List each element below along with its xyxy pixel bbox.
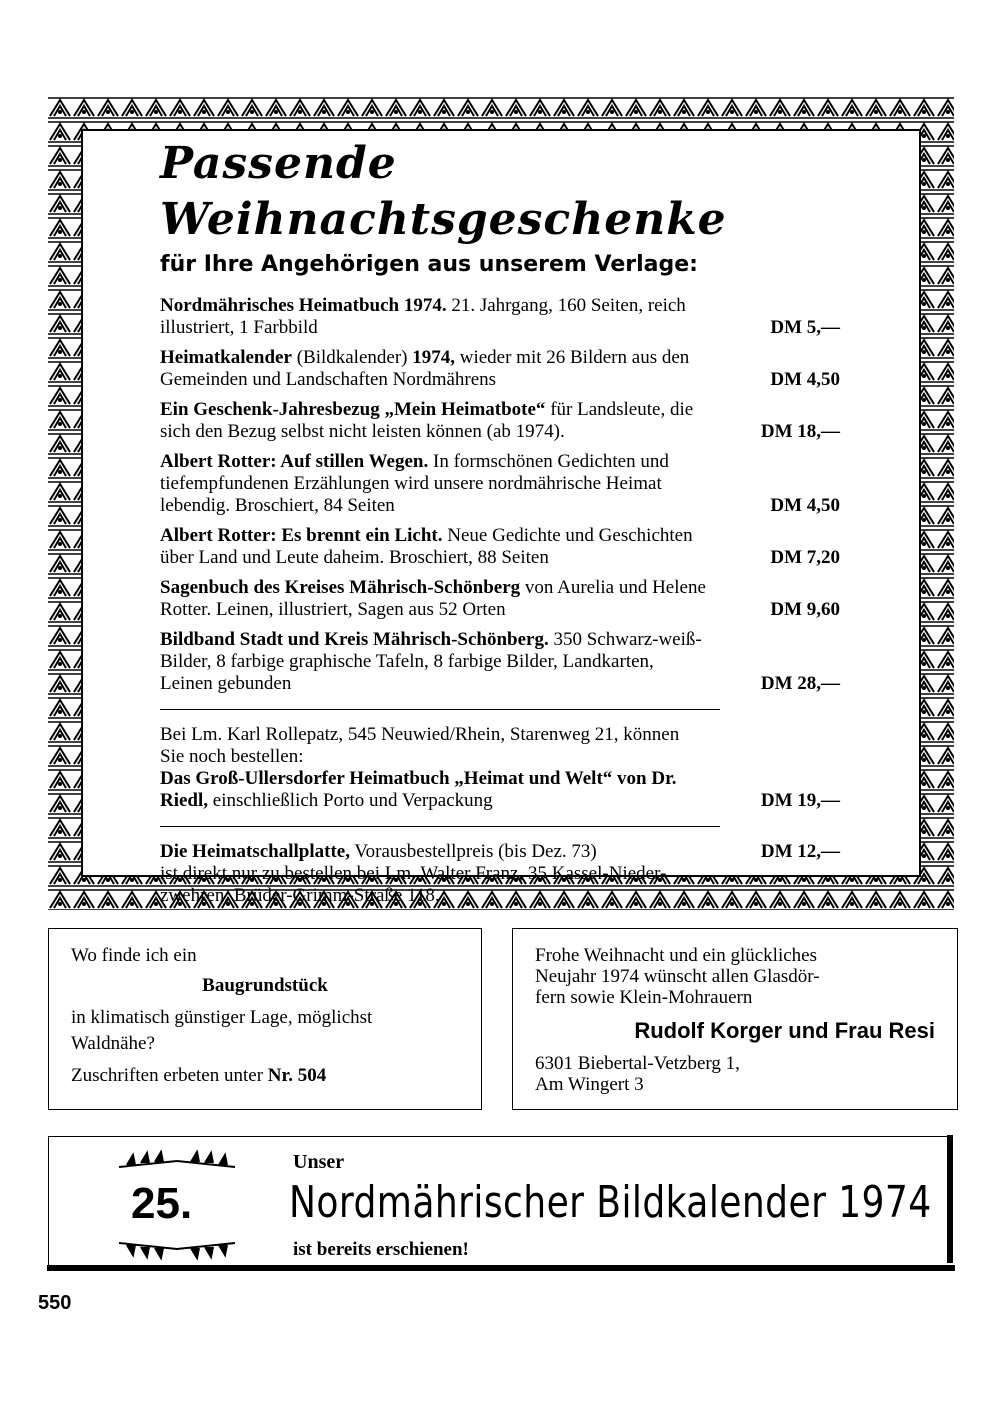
- banner-title: Nordmährischer Bildkalender 1974: [289, 1177, 932, 1228]
- item-price: DM 4,50: [770, 369, 840, 390]
- item-price: DM 7,20: [770, 547, 840, 568]
- item-text: wieder mit 26 Bildern aus den: [454, 347, 690, 368]
- item-title: Heimatkalender: [160, 347, 292, 368]
- item-text: Gemeinden und Landschaften Nordmährens: [160, 369, 497, 390]
- ad-address: 6301 Biebertal-Vetzberg 1,: [535, 1053, 740, 1074]
- item-price: DM 18,—: [760, 421, 840, 442]
- divider: [160, 709, 720, 710]
- item-text: In formschönen Gedichten und: [428, 451, 669, 472]
- item-text: Leinen gebunden: [160, 673, 292, 694]
- item-text: Neue Gedichte und Geschichten: [442, 525, 693, 546]
- offer-price: DM 19,—: [760, 790, 840, 811]
- item-text: 350 Schwarz-weiß-: [548, 629, 702, 650]
- offer-text: einschließlich Porto und Verpackung: [208, 790, 493, 811]
- bildkalender-banner: [48, 1136, 949, 1265]
- item-title: Albert Rotter: Es brennt ein Licht.: [160, 525, 443, 546]
- laurel-icon: [117, 1233, 237, 1263]
- list-item: [160, 577, 840, 621]
- item-price: DM 28,—: [760, 673, 840, 694]
- greeting-ad: [512, 928, 958, 1110]
- list-item: [160, 295, 840, 339]
- list-item: [160, 629, 840, 695]
- item-price: DM 5,—: [770, 317, 840, 338]
- offer-text: ist direkt nur zu bestellen bei Lm. Walter Franz, 35 Kassel-Nieder-: [160, 863, 667, 884]
- item-title: 1974,: [412, 347, 455, 368]
- item-price: DM 9,60: [770, 599, 840, 620]
- item-text: Rotter. Leinen, illustriert, Sagen aus 52 Orten: [160, 599, 506, 620]
- item-title: Bildband Stadt und Kreis Mährisch-Schönberg.: [160, 629, 549, 650]
- banner-shadow: [947, 1135, 953, 1263]
- item-text: für Landsleute, die: [545, 399, 694, 420]
- item-title: Nordmährisches Heimatbuch 1974.: [160, 295, 447, 316]
- list-item: [160, 451, 840, 517]
- item-text: (Bildkalender): [296, 347, 413, 368]
- item-text: von Aurelia und Helene: [520, 577, 706, 598]
- divider: [160, 826, 720, 827]
- list-item: [160, 347, 840, 391]
- rollepatz-offer: [160, 724, 840, 812]
- offer-price: DM 12,—: [760, 841, 840, 862]
- offer-title: Das Groß-Ullersdorfer Heimatbuch „Heimat und Welt“ von Dr.: [160, 768, 677, 789]
- offer-title: Riedl,: [160, 790, 209, 811]
- banner-shadow: [47, 1265, 955, 1271]
- laurel-icon: [117, 1147, 237, 1177]
- banner-pre: Unser: [293, 1151, 345, 1173]
- banner-sub: ist bereits erschienen!: [293, 1239, 469, 1260]
- item-text: lebendig. Broschiert, 84 Seiten: [160, 495, 395, 516]
- item-text: tiefempfundenen Erzählungen wird unsere nordmährische Heimat: [160, 473, 662, 494]
- list-item: [160, 525, 840, 569]
- ad-text: fern sowie Klein-Mohrauern: [535, 987, 753, 1008]
- item-text: 21. Jahrgang, 160 Seiten, reich: [451, 295, 686, 316]
- headline: Passende Weihnachtsgeschenke: [160, 138, 727, 245]
- ad-text: Waldnähe?: [71, 1033, 155, 1054]
- edition-number: 25.: [131, 1179, 193, 1228]
- item-title: Ein Geschenk-Jahresbezug „Mein Heimatbote“: [160, 399, 546, 420]
- baugrundstueck-ad: [48, 928, 482, 1110]
- item-text: illustriert, 1 Farbbild: [160, 317, 318, 338]
- list-item: [160, 399, 840, 443]
- ad-text: Frohe Weihnacht und ein glückliches: [535, 945, 817, 966]
- subheadline: für Ihre Angehörigen aus unserem Verlage:: [160, 252, 698, 277]
- offer-title: Die Heimatschallplatte,: [160, 841, 350, 862]
- ad-reference-number: Nr. 504: [267, 1065, 327, 1086]
- item-title: Sagenbuch des Kreises Mährisch-Schönberg: [160, 577, 521, 598]
- ad-text: in klimatisch günstiger Lage, möglichst: [71, 1007, 373, 1028]
- ad-text: Wo finde ich ein: [71, 945, 197, 966]
- ad-address: Am Wingert 3: [535, 1074, 644, 1095]
- offer-text: zwehren, Brüder-Grimm-Straße 118.: [160, 885, 440, 906]
- ad-text: Zuschriften erbeten unter: [71, 1065, 268, 1086]
- offer-text: Bei Lm. Karl Rollepatz, 545 Neuwied/Rhein, Starenweg 21, können: [160, 724, 680, 745]
- item-price: DM 4,50: [770, 495, 840, 516]
- ad-text: Neujahr 1974 wünscht allen Glasdör-: [535, 966, 820, 987]
- item-text: über Land und Leute daheim. Broschiert, 88 Seiten: [160, 547, 549, 568]
- schallplatte-offer: [160, 841, 840, 907]
- item-text: sich den Bezug selbst nicht leisten können (ab 1974).: [160, 421, 565, 442]
- ad-title: Baugrundstück: [202, 975, 328, 996]
- christmas-gifts-ad: [160, 130, 840, 915]
- item-text: Bilder, 8 farbige graphische Tafeln, 8 farbige Bilder, Landkarten,: [160, 651, 654, 672]
- ad-sender-name: Rudolf Korger und Frau Resi: [634, 1018, 935, 1043]
- item-title: Albert Rotter: Auf stillen Wegen.: [160, 451, 429, 472]
- offer-text: Sie noch bestellen:: [160, 746, 304, 767]
- page-number: 550: [38, 1292, 72, 1314]
- offer-text: Vorausbestellpreis (bis Dez. 73): [349, 841, 597, 862]
